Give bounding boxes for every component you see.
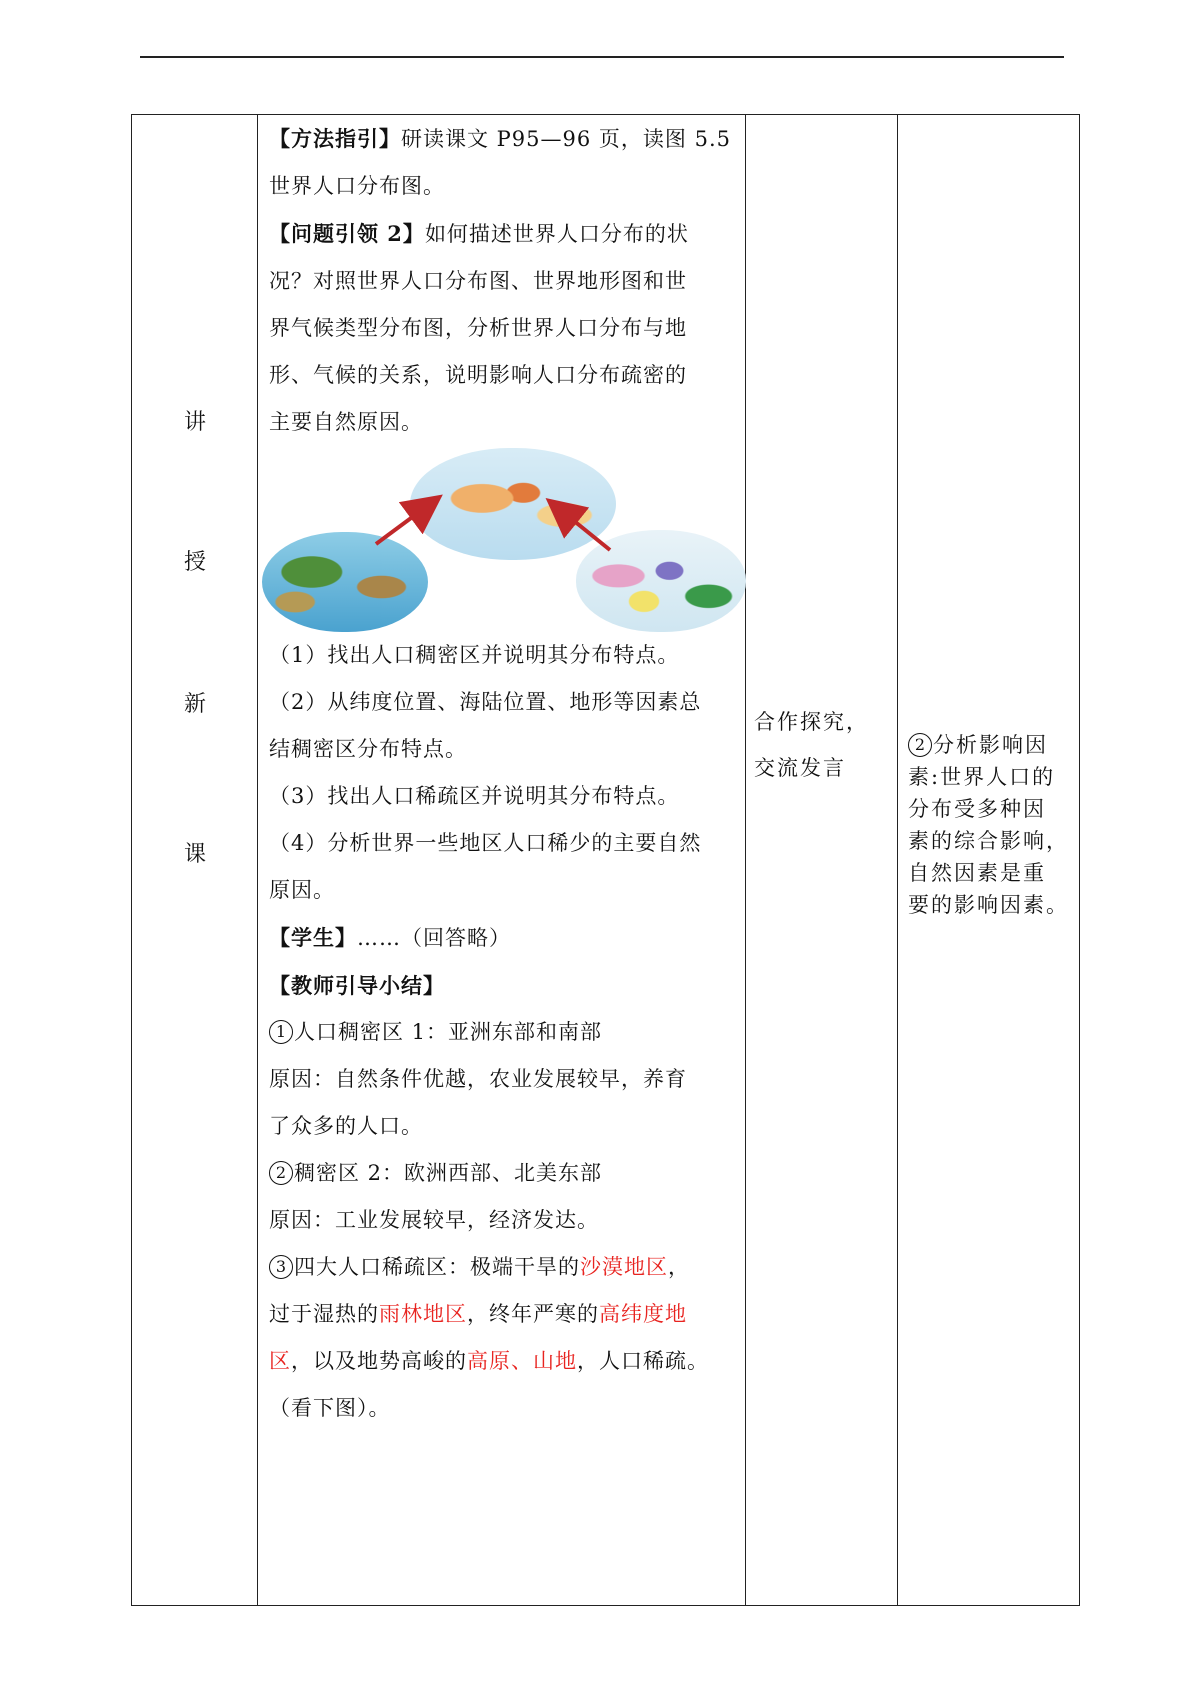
question-lead-line: 界气候类型分布图，分析世界人口分布与地 bbox=[269, 316, 687, 340]
summary-item-3 bbox=[269, 1244, 735, 1291]
summary-text: ， bbox=[668, 1255, 690, 1279]
maps-figure bbox=[258, 446, 745, 632]
task-line: （1）找出人口稠密区并说明其分布特点。 bbox=[269, 643, 680, 667]
summary-item-1 bbox=[269, 1009, 735, 1056]
summary-text: ，人口稀疏。 bbox=[577, 1349, 709, 1373]
main-content-cell bbox=[258, 115, 746, 1606]
summary-line bbox=[269, 1338, 735, 1385]
stage-char: 课 bbox=[183, 842, 206, 867]
circled-number: 3 bbox=[269, 1255, 293, 1279]
intent-line: 自然因素是重 bbox=[908, 861, 1046, 885]
circled-number: 1 bbox=[269, 1020, 293, 1044]
intent-text bbox=[898, 729, 1077, 921]
highlight-desert: 沙漠地区 bbox=[580, 1255, 668, 1279]
method-guide-text-2: 世界人口分布图。 bbox=[269, 174, 445, 198]
highlight-high-latitude: 区 bbox=[269, 1349, 291, 1373]
stage-char: 授 bbox=[183, 550, 206, 575]
intent-line: 分布受多种因 bbox=[908, 797, 1046, 821]
question-lead bbox=[269, 210, 735, 258]
summary-line: （看下图）。 bbox=[269, 1396, 391, 1420]
intent-line: 素的综合影响， bbox=[908, 829, 1069, 853]
task-line: （2）从纬度位置、海陆位置、地形等因素总 bbox=[269, 690, 702, 714]
intent-cell bbox=[898, 115, 1080, 1606]
summary-text: 四大人口稀疏区：极端干旱的 bbox=[294, 1255, 580, 1279]
intent-line bbox=[908, 729, 1069, 761]
intent-line: 要的影响因素。 bbox=[908, 893, 1069, 917]
question-lead-line: 如何描述世界人口分布的状 bbox=[424, 222, 689, 246]
summary-reason: 原因：自然条件优越，农业发展较早，养育 bbox=[269, 1067, 687, 1091]
activity-cell bbox=[746, 115, 898, 1606]
highlight-high-latitude: 高纬度地 bbox=[599, 1302, 687, 1326]
header-rule bbox=[140, 56, 1064, 58]
highlight-rainforest: 雨林地区 bbox=[379, 1302, 467, 1326]
summary-line bbox=[269, 1291, 735, 1338]
activity-line: 合作探究， bbox=[754, 710, 869, 734]
stage-char: 新 bbox=[183, 692, 206, 717]
circled-number: 2 bbox=[269, 1161, 293, 1185]
summary-reason: 了众多的人口。 bbox=[269, 1114, 423, 1138]
summary-reason: 原因：工业发展较早，经济发达。 bbox=[269, 1208, 599, 1232]
task-line: 结稠密区分布特点。 bbox=[269, 737, 467, 761]
summary-text: ，以及地势高峻的 bbox=[291, 1349, 467, 1373]
intent-line: 素:世界人口的 bbox=[908, 765, 1056, 789]
task-line: （3）找出人口稀疏区并说明其分布特点。 bbox=[269, 784, 680, 808]
question-lead-line: 主要自然原因。 bbox=[269, 410, 423, 434]
highlight-plateau: 高原、山地 bbox=[467, 1349, 577, 1373]
teacher-summary-label: 【教师引导小结】 bbox=[269, 973, 445, 998]
method-guide-label: 【方法指引】 bbox=[269, 126, 401, 151]
stage-char: 讲 bbox=[183, 410, 206, 435]
summary-text: 过于湿热的 bbox=[269, 1302, 379, 1326]
summary-text: 稠密区 2：欧洲西部、北美东部 bbox=[294, 1161, 603, 1185]
map-arrows bbox=[258, 446, 746, 632]
method-guide-text: 研读课文 P95—96 页，读图 5.5 bbox=[401, 127, 731, 151]
question-lead-line: 形、气候的关系，说明影响人口分布疏密的 bbox=[269, 363, 687, 387]
student-label: 【学生】 bbox=[269, 925, 357, 950]
activity-text bbox=[746, 699, 877, 791]
student-text: ……（回答略） bbox=[357, 926, 511, 950]
activity-line: 交流发言 bbox=[754, 756, 846, 780]
student-response bbox=[269, 914, 735, 962]
arrow-icon bbox=[376, 504, 430, 544]
method-guide bbox=[269, 115, 735, 163]
question-lead-line: 况？对照世界人口分布图、世界地形图和世 bbox=[269, 269, 687, 293]
task-line: （4）分析世界一些地区人口稀少的主要自然 bbox=[269, 831, 702, 855]
stage-cell bbox=[132, 115, 258, 1606]
circled-number: 2 bbox=[908, 733, 932, 757]
task-line: 原因。 bbox=[269, 878, 335, 902]
question-lead-label: 【问题引领 2】 bbox=[269, 221, 425, 246]
lesson-table bbox=[131, 114, 1080, 1606]
intent-line-text: 分析影响因 bbox=[933, 733, 1048, 757]
summary-item-2 bbox=[269, 1150, 735, 1197]
summary-text: 人口稠密区 1：亚洲东部和南部 bbox=[294, 1020, 603, 1044]
summary-text: ，终年严寒的 bbox=[467, 1302, 599, 1326]
arrow-icon bbox=[558, 508, 610, 550]
